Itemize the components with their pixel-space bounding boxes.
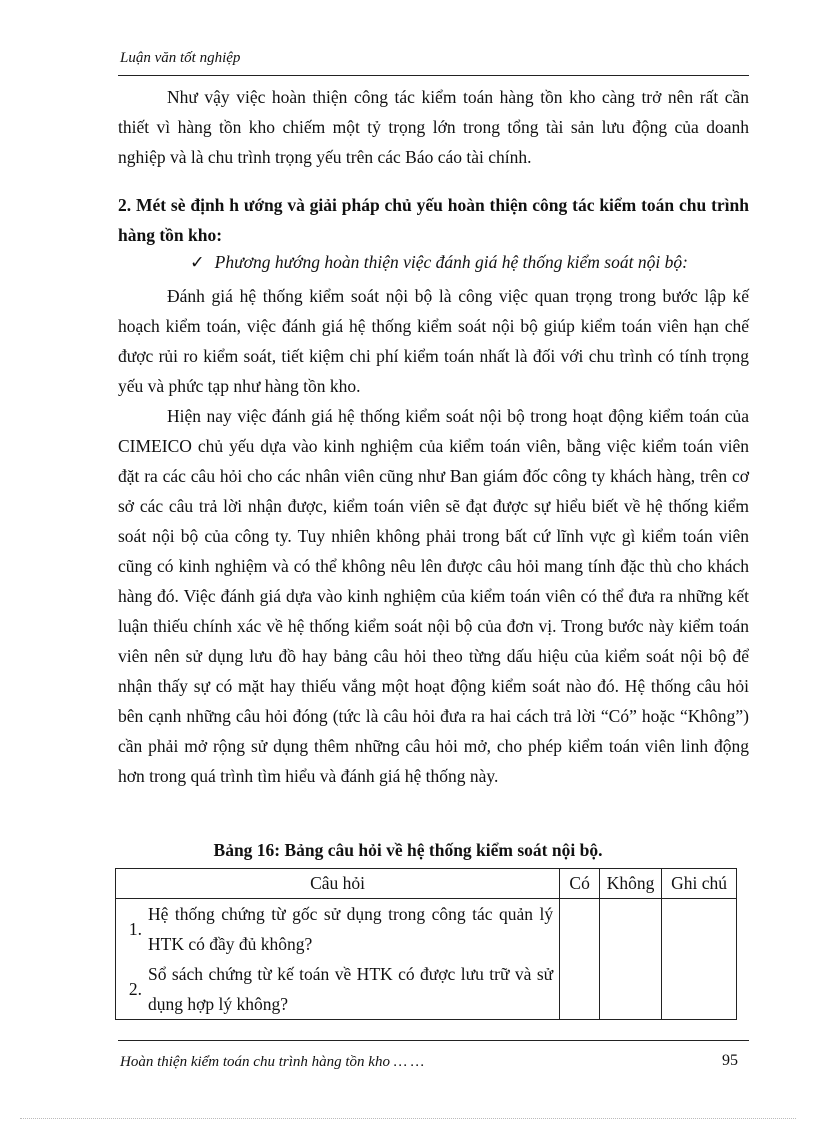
body-block [118,281,749,791]
question-cell [116,899,560,1020]
column-header: Câu hỏi [116,869,560,899]
questionnaire-table [115,868,737,1020]
body-paragraph: Hiện nay việc đánh giá hệ thống kiểm soát nội bộ trong hoạt động kiểm toán của CIMEICO chủ yếu dựa vào kinh nghiệm của kiểm toán viên, bằng việc kiểm toán viên đặt ra các câu hỏi cho các nhân viên cũng như Ban giám đốc công ty khách hàng, trên cơ sở các câu trả lời nhận được, kiểm toán viên sẽ đạt được sự hiểu biết về hệ thống kiểm soát nội bộ của công ty. Tuy nhiên không phải trong bất cứ lĩnh vực gì kiểm toán viên cũng có kinh nghiệm và có thể không nêu lên được câu hỏi mang tính đặc thù cho khách hàng đó. Việc đánh giá dựa vào kinh nghiệm của kiểm toán viên có thể đưa ra những kết luận thiếu chính xác về hệ thống kiểm soát nội bộ của đơn vị. Trong bước này kiểm toán viên nên sử dụng lưu đồ hay bảng câu hỏi theo từng dấu hiệu của kiểm soát nội bộ để nhận thấy sự có mặt hay thiếu vắng một hoạt động kiểm soát nào đó. Hệ thống câu hỏi bên cạnh những câu hỏi đóng (tức là câu hỏi đưa ra hai cách trả lời “Có” hoặc “Không”) cần phải mở rộng sử dụng thêm những câu hỏi mở, cho phép kiểm toán viên linh động hơn trong quá trình tìm hiểu và đánh giá hệ thống này. [118,406,749,786]
column-header: Có [560,869,600,899]
page-edge-divider [20,1118,796,1119]
column-header: Ghi chú [662,869,737,899]
answer-no-cell [600,899,662,1020]
checkmark-icon: ✓ [190,252,205,272]
section-heading: 2. Mét sè định h ướng và giải pháp chủ yếu hoàn thiện công tác kiểm toán chu trình hàng tồn kho: [118,195,749,245]
intro-block [118,82,749,172]
footer-rule [118,1040,749,1041]
table-title: Bảng 16: Bảng câu hỏi về hệ thống kiểm soát nội bộ. [213,840,603,860]
question-number: 2. [128,979,142,999]
page-number: 95 [722,1052,738,1069]
question-item [116,959,559,1019]
header-rule [118,75,749,76]
question-text: Hệ thống chứng từ gốc sử dụng trong công tác quản lý HTK có đầy đủ không? [148,904,554,954]
body-paragraph: Đánh giá hệ thống kiểm soát nội bộ là công việc quan trọng trong bước lập kế hoạch kiểm toán, việc đánh giá hệ thống kiểm soát nội bộ giúp kiểm toán viên hạn chế được rủi ro kiểm soát, tiết kiệm chi phí kiểm toán nhất là đối với chu trình có tính trọng yếu và phức tạp như hàng tồn kho. [118,286,749,396]
running-footer: Hoàn thiện kiểm toán chu trình hàng tồn kho … … [120,1054,425,1070]
running-header: Luận văn tốt nghiệp [120,50,241,66]
question-number: 1. [128,919,142,939]
subheading-text: Phương hướng hoàn thiện việc đánh giá hệ thống kiểm soát nội bộ: [214,252,688,272]
table-header-row [116,869,737,899]
table-row [116,899,737,1020]
question-text: Sổ sách chứng từ kế toán về HTK có được lưu trữ và sử dụng hợp lý không? [148,964,554,1014]
intro-paragraph: Như vậy việc hoàn thiện công tác kiểm toán hàng tồn kho càng trở nên rất cần thiết vì hàng tồn kho chiếm một tỷ trọng lớn trong tổng tài sản lưu động của doanh nghiệp và là chu trình trọng yếu trên các Báo cáo tài chính. [118,87,749,167]
notes-cell [662,899,737,1020]
column-header: Không [600,869,662,899]
question-item [116,899,559,959]
answer-yes-cell [560,899,600,1020]
subheading [190,252,688,273]
